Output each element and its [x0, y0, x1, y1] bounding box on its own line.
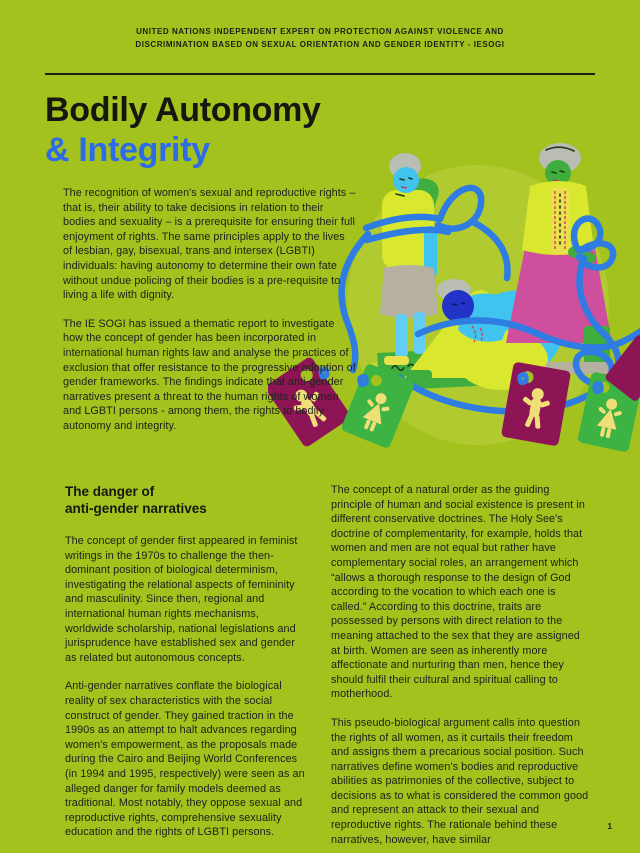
section-left-paragraph-2: Anti-gender narratives conflate the biological reality of sex characteristics with the social construct of gender. They gained traction in the 1990s as an attempt to halt advances regarding women's empowerment, as the proposals made during the Cairo and Beijing World Conferences (in 1994 and 1995, respectively) were seen as an alleged danger for family models deemed as traditional. Most notably, they oppose sexual and reproductive rights, comprehensive sexuality education and the rights of LGBTI persons. — [65, 680, 305, 839]
masthead — [0, 25, 640, 51]
section-right-column — [331, 483, 589, 847]
section-left-paragraph-1: The concept of gender first appeared in feminist writings in the 1970s to challenge the then-dominant position of biological determinism, investigating the relational aspects of femininity and masculinity. Since then, regional and international human rights mechanisms, worldwide scholarship, national legislations and jurisprudence have established sex and gender as related but autonomous concepts. — [65, 535, 298, 664]
section-heading-line2: anti-gender narratives — [65, 501, 207, 516]
masthead-line1: UNITED NATIONS INDEPENDENT EXPERT ON PROTECTION AGAINST VIOLENCE AND — [136, 27, 504, 36]
section-right-paragraph-1: The concept of a natural order as the guiding principle of human and social existence is present in different conservative doctrines. The Holy See's doctrine of complementarity, for example, holds that women and men are not equal but rather have complementary social roles, an arrangement which “allows a thorough response to the design of God according to the vocation to which each one is called.” According to this doctrine, traits are possessed by persons with direct relation to the meaning attached to the sex that they are assigned at birth. Women are seen as inherently more affectionate and nurturing than men, hence they should fulfil their cultural and spiritual calling to motherhood. — [331, 484, 585, 701]
intro-paragraph-1: The recognition of women's sexual and reproductive rights – that is, their ability to take decisions in relation to their bodies and sexuality – is a prerequisite for ensuring their full enjoyment of rights. The same principles apply to the lives of lesbian, gay, bisexual, trans and intersex (LGBTI) individuals: having autonomy to determine their own fate without undue policing of their bodies is a pre-requisite to living a life with dignity. — [63, 187, 356, 302]
intro-block — [63, 186, 356, 434]
section-left-column — [65, 483, 309, 847]
page-number: 1 — [607, 822, 612, 831]
page-title-line2: & Integrity — [45, 131, 210, 169]
section-right-paragraph-2: This pseudo-biological argument calls into question the rights of all women, as it curtails their freedom and assigns them a precarious social position. Such narratives define women's bodies and reproductive abilities as patrimonies of the collective, subject to decisions as to what is considered the common good and represent an attack to their sexual and reproductive rights. The rationale behind these narratives, however, have similar — [331, 716, 589, 846]
divider-line — [45, 73, 595, 75]
section-heading — [65, 483, 309, 517]
intro-paragraph-2: The IE SOGI has issued a thematic report to investigate how the concept of gender has been incorporated in international human rights law and analyse the practices of exclusion that offer resistance to the progressive adoption of gender frameworks. The findings indicate that anti-gender narratives present a threat to the human rights of women and LGBTI persons - among them, the rights to bodily autonomy and integrity. — [63, 317, 356, 432]
section-danger-of-anti-gender-narratives — [65, 483, 589, 847]
section-heading-line1: The danger of — [65, 484, 155, 499]
masthead-line2: DISCRIMINATION BASED ON SEXUAL ORIENTATION AND GENDER IDENTITY - IESOGI — [135, 40, 505, 49]
page-title-line1: Bodily Autonomy — [45, 91, 321, 129]
